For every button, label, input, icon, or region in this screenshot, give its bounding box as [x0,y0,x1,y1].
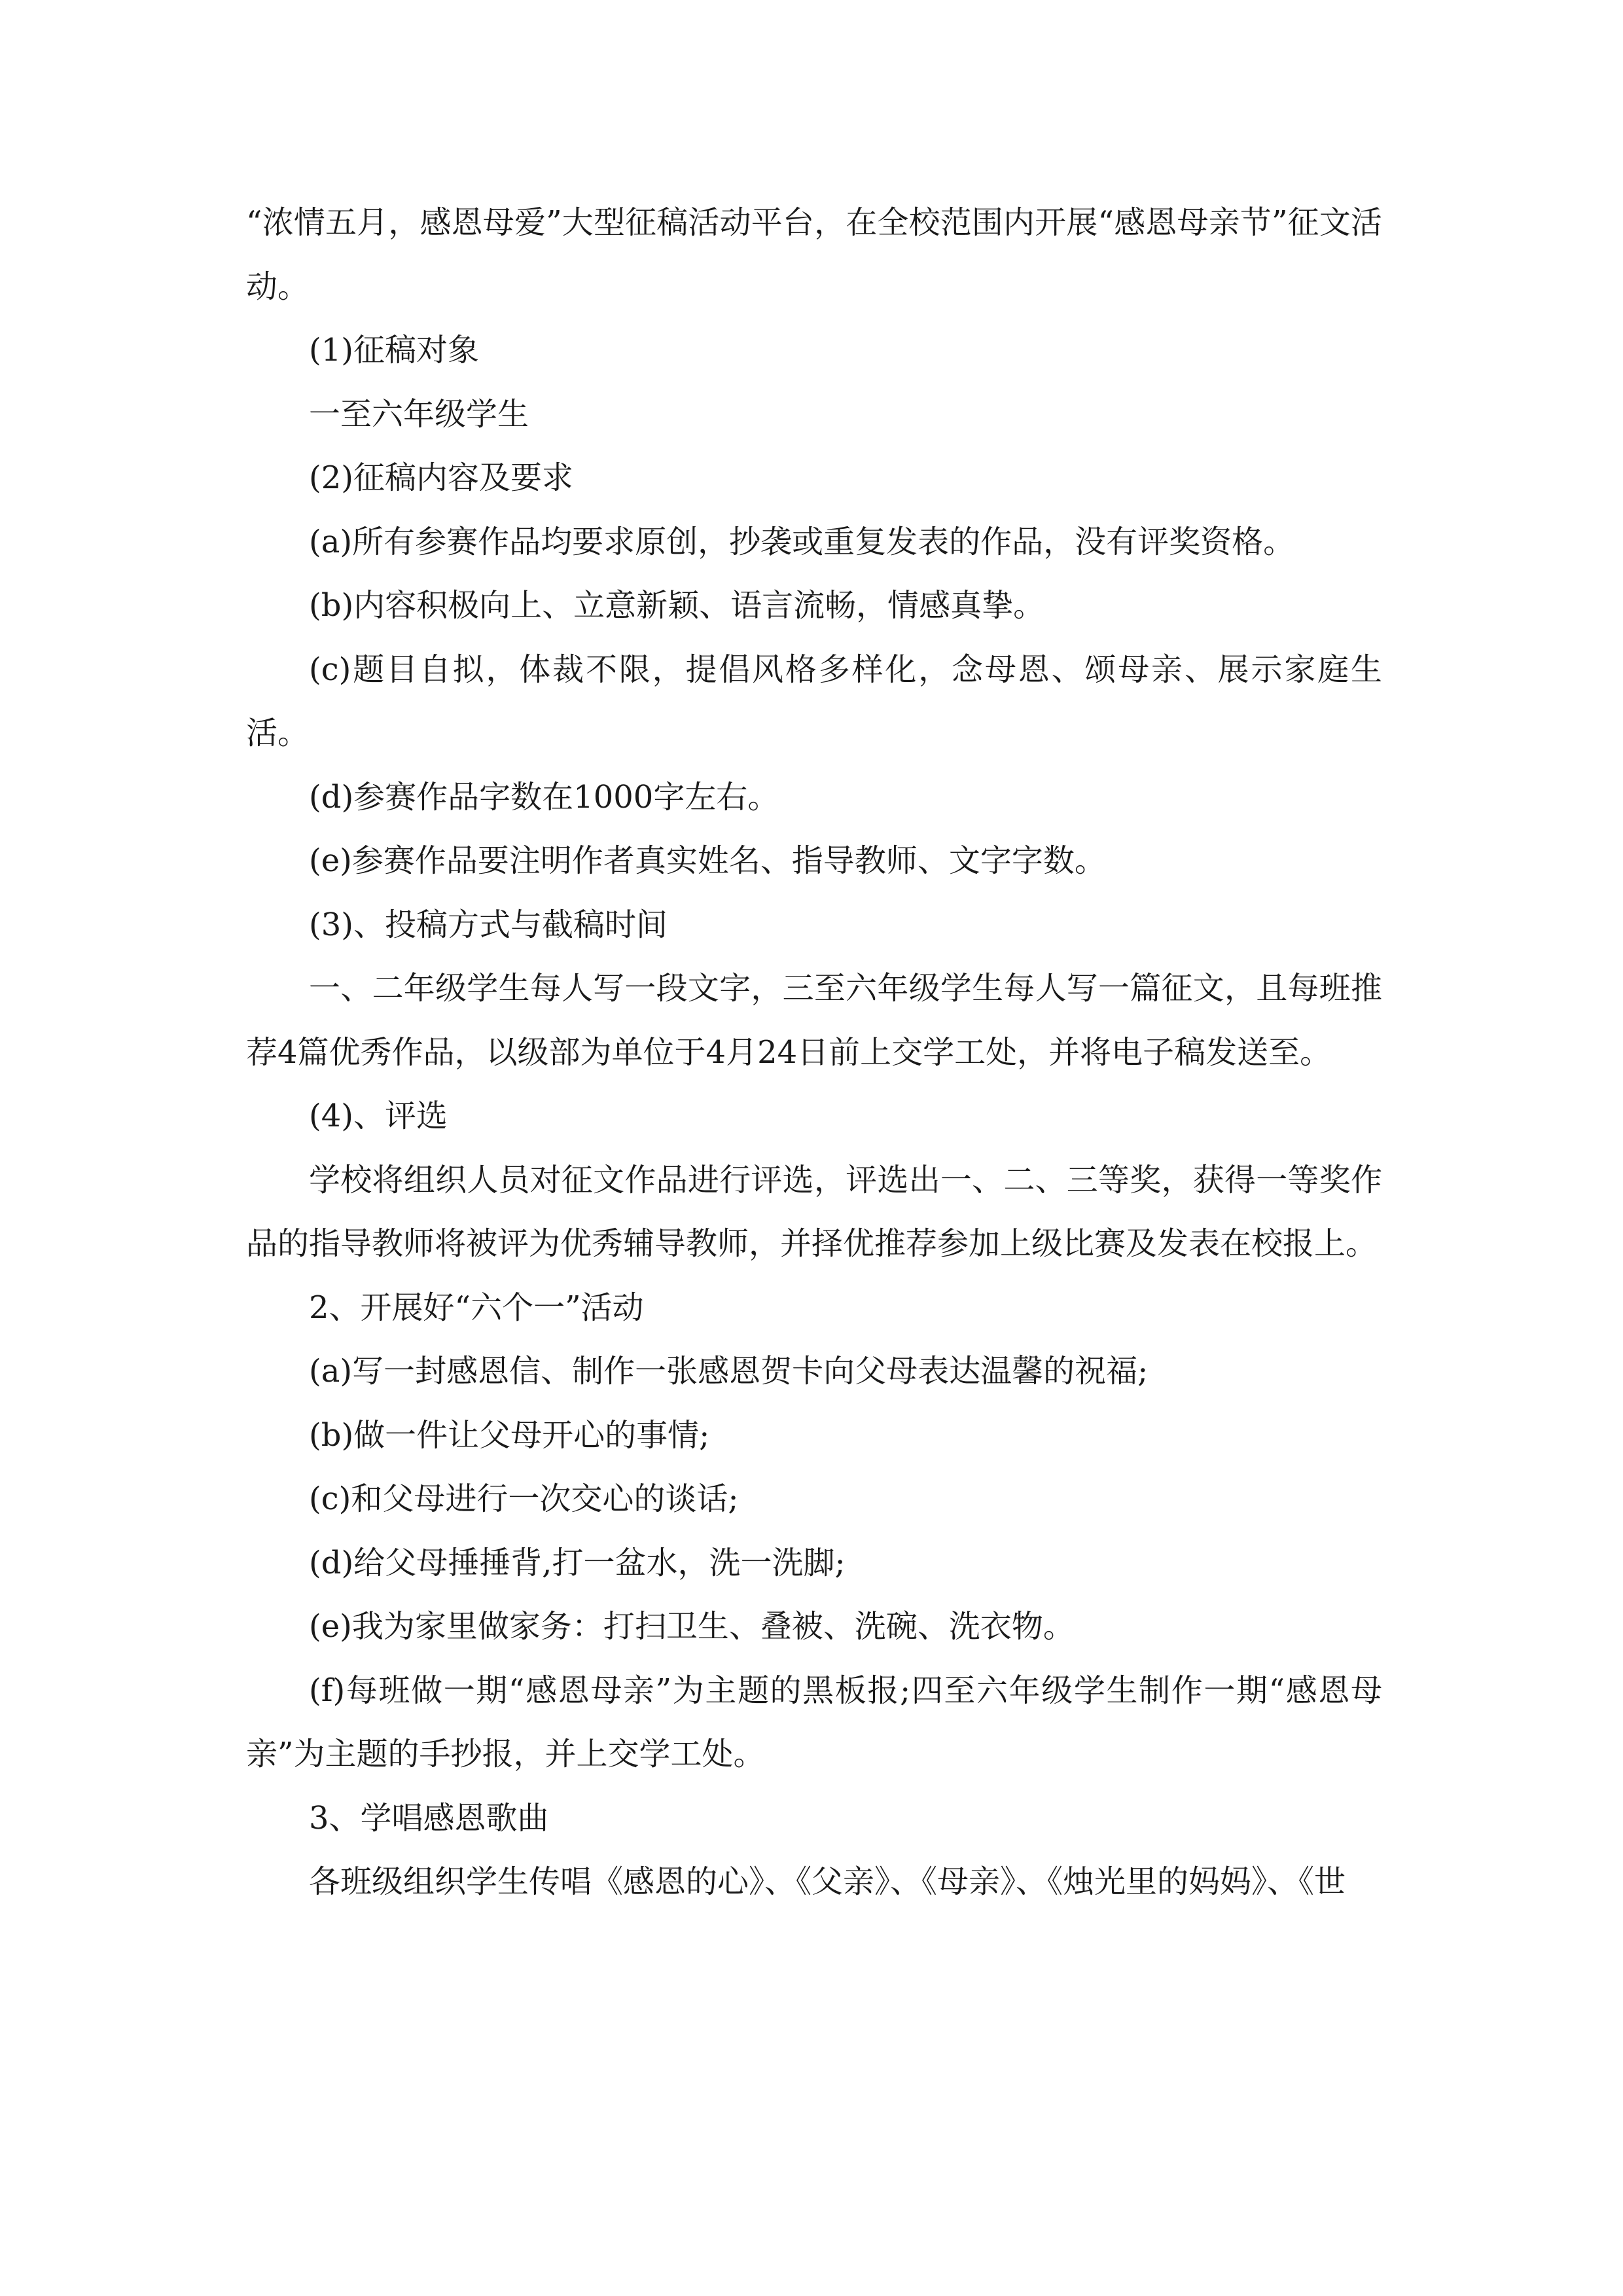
paragraph-selection: 学校将组织人员对征文作品进行评选，评选出一、二、三等奖，获得一等奖作品的指导教师将被评为优秀辅导教师，并择优推荐参加上级比赛及发表在校报上。 [246,1161,1382,1262]
paragraph-intro: “浓情五月，感恩母爱”大型征稿活动平台，在全校范围内开展“感恩母亲节”征文活动。 [246,204,1382,305]
paragraph-submission-method: 一、二年级学生每人写一段文字，三至六年级学生每人写一篇征文，且每班推荐4篇优秀作品，以级部为单位于4月24日前上交学工处，并将电子稿发送至。 [246,970,1382,1071]
activity-item-f: (f)每班做一期“感恩母亲”为主题的黑板报;四至六年级学生制作一期“感恩母亲”为主题的手抄报，并上交学工处。 [246,1672,1382,1772]
heading-selection: (4)、评选 [309,1098,448,1134]
requirement-item-d: (d)参赛作品字数在1000字左右。 [309,778,779,816]
heading-submission-method: (3)、投稿方式与截稿时间 [309,906,668,943]
requirement-item-b: (b)内容积极向上、立意新颖、语言流畅，情感真挚。 [309,587,1045,624]
activity-item-d: (d)给父母捶捶背,打一盆水，洗一洗脚; [309,1544,846,1581]
activity-item-b: (b)做一件让父母开心的事情; [309,1416,710,1454]
activity-item-c: (c)和父母进行一次交心的谈话; [309,1480,739,1517]
paragraph-gratitude-songs: 各班级组织学生传唱《感恩的心》、《父亲》、《母亲》、《烛光里的妈妈》、《世 [309,1863,1346,1900]
requirement-item-c: (c)题目自拟，体裁不限，提倡风格多样化，念母恩、颂母亲、展示家庭生活。 [246,651,1382,751]
requirement-item-a: (a)所有参赛作品均要求原创，抄袭或重复发表的作品，没有评奖资格。 [309,523,1295,560]
heading-content-requirements: (2)征稿内容及要求 [309,459,573,496]
requirement-item-e: (e)参赛作品要注明作者真实姓名、指导教师、文字字数。 [309,842,1106,879]
heading-submission-target: (1)征稿对象 [309,332,479,368]
paragraph-target-grades: 一至六年级学生 [309,395,529,433]
activity-item-a: (a)写一封感恩信、制作一张感恩贺卡向父母表达温馨的祝福; [309,1353,1149,1390]
document-body [246,191,1382,1914]
heading-gratitude-songs: 3、学唱感恩歌曲 [309,1799,549,1837]
activity-item-e: (e)我为家里做家务：打扫卫生、叠被、洗碗、洗衣物。 [309,1608,1075,1645]
heading-six-activities: 2、开展好“六个一”活动 [309,1289,644,1326]
